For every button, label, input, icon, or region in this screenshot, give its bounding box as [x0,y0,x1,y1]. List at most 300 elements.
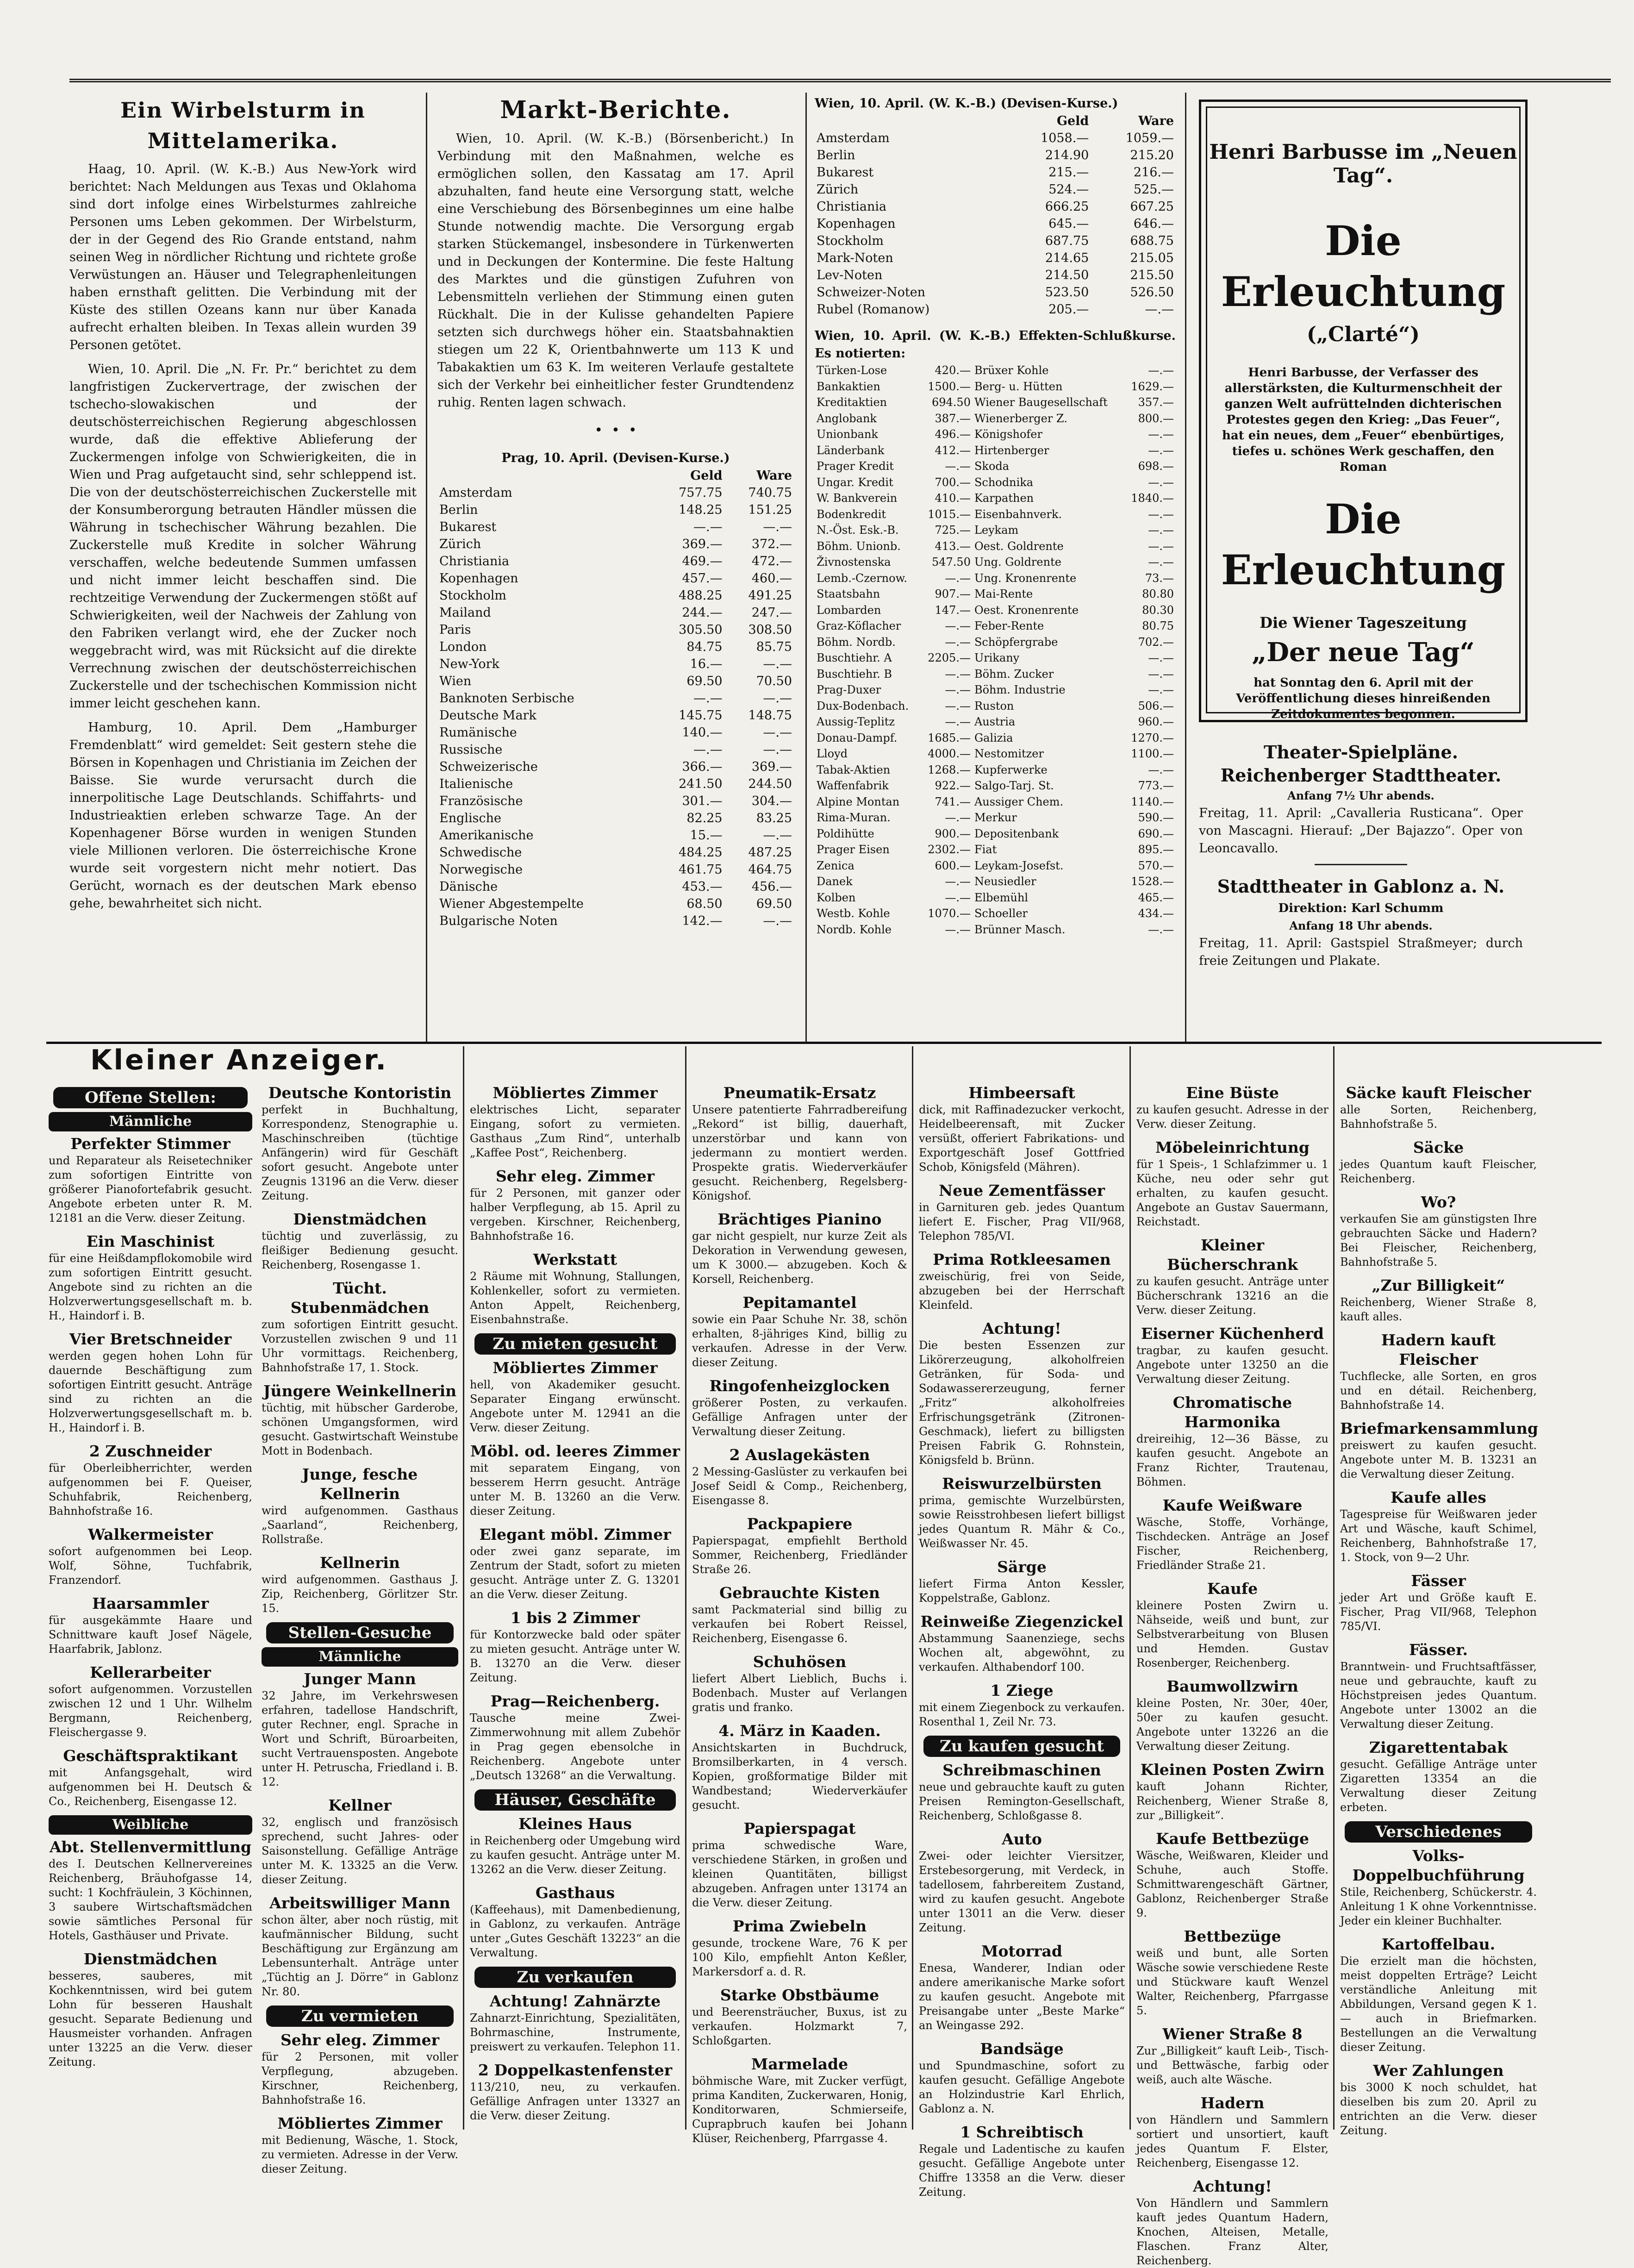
ad-heading: Junger Mann [304,1670,416,1688]
table-cell: 590.— [1138,811,1174,824]
table-cell: 214.90 [1045,148,1089,162]
classified-column [49,1083,252,2130]
table-cell: 525.— [1133,182,1174,197]
ad-heading: Möbliertes Zimmer [493,1084,658,1102]
table-cell: 694.50 [931,396,971,409]
ad-heading: Ringofenheizglocken [709,1377,890,1395]
column-divider [1129,1046,1131,2130]
table-cell: Anglobank [817,412,877,425]
ad-text: mit einem Ziegenbock zu verkaufen. Rosenthal 1, Zeil Nr. 73. [919,1701,1125,1728]
table-cell: 80.75 [1142,619,1174,632]
ad-heading: Kellnerin [320,1554,400,1572]
table-cell: —.— [1148,923,1174,936]
table-cell: Amerikanische [439,828,534,843]
table-cell: Schodnika [974,475,1034,489]
ad-heading: Wer Zahlungen [1373,2062,1504,2080]
table-cell: 496.— [935,428,971,441]
ad-text: mit separatem Eingang, von besserem Herrn gesucht. Anträge unter M. B. 13260 an die Verw. dieser Zeitung. [470,1462,680,1518]
table-cell: 83.25 [756,811,792,825]
table-cell: 420.— [935,364,971,377]
table-cell: 461.75 [679,862,723,877]
table-cell: 82.25 [686,811,723,825]
headline: Ein Wirbelsturm in Mittelamerika. [120,98,366,153]
ad-heading: Möbliertes Zimmer [277,2114,443,2132]
table-cell: 142.— [682,914,723,928]
ad-text: für eine Heißdampflokomobile wird zum sofortigen Eintritt gesucht. Angebote sind zu richten an die Holzverwertungsgesellschaft m. b. H., Haindorf i. B. [49,1252,252,1322]
table-cell: 547.50 [931,556,971,569]
ad-heading: Bettbezüge [1184,1927,1281,1945]
table-cell: 725.— [935,524,971,537]
table-cell: 73.— [1145,571,1174,585]
ad-heading: Kellner [328,1796,392,1814]
ad-text: prima, gemischte Wurzelbürsten, sowie Reisstrohbesen liefert billigst jedes Quantum R. Mähr & Co., Weißwasser Nr. 45. [919,1494,1125,1550]
table-row [815,301,1176,318]
table-cell: 1140.— [1131,795,1174,808]
table-cell: 460.— [751,571,792,586]
table-cell: 645.— [1048,217,1089,231]
ad-text: für ausgekämmte Haare und Schnittware kauft Josef Nägele, Haarfabrik, Jablonz. [49,1614,252,1656]
ad-text: bis 3000 K noch schuldet, hat dieselben bis zum 20. April zu entrichten an die Verw. dieser Zeitung. [1340,2081,1537,2137]
table-cell: Kupferwerke [974,763,1048,776]
table-cell: Englische [439,811,501,825]
table-row [815,810,1176,826]
stock-table [815,362,1176,937]
table-cell: Eisenbahnverk. [974,507,1062,521]
table-cell: Französische [439,794,523,808]
table-cell: 484.25 [679,845,723,860]
table-row [815,411,1176,427]
ad-text: und Spundmaschine, sofort zu kaufen gesucht. Gefällige Angebote an Holzindustrie Karl Ehrlich, Gablonz a. N. [919,2059,1125,2115]
section-label: Verschiedenes [1345,1821,1532,1843]
ad-heading: 1 Ziege [990,1681,1054,1699]
top-rule [69,79,1611,82]
table-cell: Staatsbahn [817,587,880,600]
ad-text: Stile, Reichenberg, Schückerstr. 4. Anleitung 1 K ohne Vorkenntnisse. Jeder ein kleiner Buchhalter. [1340,1886,1537,1927]
table-row [815,458,1176,475]
ad-text: oder zwei ganz separate, im Zentrum der Stadt, sofort zu mieten gesucht. Anträge unter Z. G. 13201 an die Verw. dieser Zeitung. [470,1545,680,1601]
table-cell: Dänische [439,880,498,894]
ad-heading: Wo? [1421,1193,1456,1211]
table-cell: Austria [974,715,1016,728]
table-cell: —.— [1148,763,1174,776]
table-cell: W. Bankverein [817,492,898,505]
table-cell: 702.— [1138,635,1174,649]
ad-text: für 2 Personen, mit ganzer oder halber Verpflegung, ab 15. April zu vergeben. Kirschner, Reichenberg, Bahnhofstraße 16. [470,1187,680,1243]
table-cell: Aussig-Teplitz [817,715,895,728]
table-cell: Stockholm [439,588,506,603]
table-cell: 600.— [935,859,971,872]
table-cell: 244.50 [748,777,792,791]
ad-text: preiswert zu kaufen gesucht. Angebote unter M. B. 13231 an die Verwaltung dieser Zeitung. [1340,1439,1537,1481]
table-cell: Christiania [817,200,887,214]
ad-heading: Kartoffelbau. [1381,1935,1496,1953]
book-advert [1199,100,1528,722]
table-cell: 80.30 [1142,603,1174,617]
table-cell: 70.50 [756,674,792,688]
table-row [815,522,1176,538]
ad-text: zweischürig, frei von Seide, abzugeben bei der Herrschaft Kleinfeld. [919,1270,1125,1312]
ad-text: gar nicht gespielt, nur kurze Zeit als Dekoration in Verwendung gewesen, um K 3000.— abzugeben. Koch & Korsell, Reichenberg. [692,1230,907,1286]
table-cell: 215.05 [1130,251,1174,265]
table-row [815,762,1176,778]
table-row [437,878,794,895]
classifieds-header: Kleiner Anzeiger. [90,1044,388,1076]
ad-text: Von Händlern und Sammlern kauft jedes Quantum Hadern, Knochen, Alteisen, Metalle, Flaschen. Franz Alter, Reichenberg. [1136,2197,1328,2267]
table-row [437,690,794,707]
ad-heading: Pneumatik-Ersatz [723,1084,876,1102]
ad-heading: Werkstatt [533,1250,617,1268]
table-cell: 1058.— [1041,131,1089,145]
table-cell: Schöpfergrabe [974,635,1058,649]
column-divider [805,93,807,1042]
ad-text: liefert Albert Lieblich, Buchs i. Bodenbach. Muster auf Verlangen gratis und franko. [692,1672,907,1714]
table-cell: 646.— [1133,217,1174,231]
article-paragraph: Hamburg, 10. April. Dem „Hamburger Fremdenblatt“ wird gemeldet: Seit gestern stehe die Börsen in Kopenhagen und Christiania im Zeichen der Baisse. Sie wurde verursacht durch die innerpolitische Lage Deutschlands. Schiffahrts- und Industrieaktien erleben schwarze Tage. An der Kopenhagener Börse wurden in wenigen Stunden viele Millionen verloren. Die österreichische Krone wurde seit vorgestern nicht mehr notiert. Das Gerücht, wornach es der deutschen Mark ebenso gehe, bewahrheitet sich nicht. [69,720,417,911]
table-cell: 688.75 [1130,234,1174,248]
table-cell: 305.50 [679,623,723,637]
table-cell: Schoeller [974,907,1028,920]
table-cell: 214.50 [1045,268,1089,282]
ad-heading: Starke Obstbäume [720,1986,879,2004]
advert-title: Die Erleuchtung [1221,217,1506,316]
ad-heading: Sehr eleg. Zimmer [280,2031,440,2049]
ad-heading: Auto [1002,1830,1042,1848]
table-cell: 215.— [1048,165,1089,180]
table-row [815,714,1176,730]
table-cell: —.— [945,571,971,585]
ad-heading: Ein Maschinist [86,1232,215,1250]
table-cell: 1685.— [928,731,971,744]
table-cell: 465.— [1138,891,1174,904]
ad-text: für 2 Personen, mit voller Verpflegung, abzugeben. Kirschner, Reichenberg, Bahnhofstraße 16. [262,2050,458,2106]
table-cell: 2302.— [928,843,971,856]
table-row [815,634,1176,650]
table-cell: 698.— [1138,460,1174,473]
ad-text: Ansichtskarten in Buchdruck, Bromsilberkarten, in 4 versch. Kopien, großformatige Bilder mit Wandbestand; Wiederverkäufer gesucht. [692,1741,907,1812]
article-paragraph: Haag, 10. April. (W. K.-B.) Aus New-York wird berichtet: Nach Meldungen aus Texas und Oklahoma sind dort infolge eines Wirbelsturmes zahlreiche Personen ums Leben gekommen. Der Wirbelsturm, der in der Gegend des Rio Grande entstand, nahm seinen Weg in nördlicher Richtung und richtete große Verwüstungen an. Häuser und Telegraphenleitungen haben ernsthaft gelitten. Die Verbindung mit der Küste des stillen Ozeans kann nur über Kanada aufrecht erhalten bleiben. In Texas allein wurden 39 Personen getötet. [69,162,417,352]
table-cell: Lloyd [817,747,848,760]
table-cell: —.— [1148,444,1174,457]
table-cell: Brüxer Kohle [974,364,1049,377]
table-cell: —.— [1148,667,1174,681]
ad-text: kleine Posten, Nr. 30er, 40er, 50er zu kaufen gesucht. Angebote unter 13226 an die Verwaltung dieser Zeitung. [1136,1697,1328,1753]
ad-heading: Briefmarkensammlung [1340,1419,1538,1437]
ad-text: tragbar, zu kaufen gesucht. Angebote unter 13250 an die Verwaltung dieser Zeitung. [1136,1344,1328,1386]
section-label: Weibliche [49,1815,252,1835]
ad-heading: Schreibmaschinen [942,1761,1101,1779]
ad-heading: Kaufe Bettbezüge [1156,1830,1309,1848]
ad-text: 2 Messing-Gaslüster zu verkaufen bei Josef Seidl & Comp., Reichenberg, Eisengasse 8. [692,1465,907,1507]
table-row [437,536,794,553]
table-cell: 526.50 [1130,285,1174,300]
ad-text: jedes Quantum kauft Fleischer, Reichenberg. [1340,1158,1537,1185]
ad-text: werden gegen hohen Lohn für dauernde Beschäftigung zum sofortigen Eintritt gesucht. Anträge sind zu richten an die Holzverwertungsgesellschaft m. b. H., Haindorf i. B. [49,1350,252,1434]
ad-heading: 1 Schreibtisch [960,2123,1084,2141]
section-head: Wien, 10. April. (W. K.-B.) (Devisen-Kurse.) [815,96,1118,111]
table-cell: Alpine Montan [817,795,900,808]
table-row [815,379,1176,395]
ad-text: 113/210, neu, zu verkaufen. Gefällige Anfragen unter 13327 an die Verw. dieser Zeitung. [470,2081,680,2122]
table-cell: Buschtiehr. A [817,651,892,664]
col-header: Geld [690,469,723,483]
table-cell: Berg- u. Hütten [974,380,1063,393]
ad-heading: 2 Auslagekästen [729,1446,870,1464]
ad-heading: Jüngere Weinkellnerin [263,1382,457,1400]
ad-heading: Achtung! [982,1319,1061,1337]
ad-text: Wäsche, Weißwaren, Kleider und Schuhe, auch Stoffe. Schmittwarengeschäft Gärtner, Gablonz, Reichenberger Straße 9. [1136,1849,1328,1919]
table-cell: London [439,640,487,654]
article-paragraph: Wien, 10. April. (W. K.-B.) (Börsenbericht.) In Verbindung mit den Maßnahmen, welche es ermöglichen sollen, den Kassatag am 17. April abzuhalten, fand heute eine Versorgung statt, welche eine Verschiebung des Börsenbeginnes um eine halbe Stunde notwendig machte. Die Versorgung ergab starken Stückemangel, insbesondere in Türkenwerten und in Deckungen der Kontermine. Die feste Haltung des Marktes und die günstigen Zufuhren von Lebensmitteln verliehen der Stimmung einen guten Rückhalt. Die in der Kulisse gehandelten Papiere setzten sich durchwegs höher ein. Staatsbahnaktien stiegen um 22 K, Orientbahnwerte um 113 K und Tabakaktien um 63 K. Im weiteren Verlaufe gestaltete sich der Verkehr bei einheitlicher fester Grundtendenz ruhig. Renten lagen schwach. [437,131,794,410]
ad-heading: Motorrad [981,1942,1063,1960]
theater-time: Anfang 7½ Uhr abends. [1287,789,1434,802]
table-cell: Rubel (Romanow) [817,302,930,317]
ad-heading: Geschäftspraktikant [63,1747,238,1765]
ad-heading: Kellerarbeiter [90,1663,211,1681]
ad-text: weiß und bunt, alle Sorten Wäsche sowie verschiedene Reste und Stückware kauft Wenzel Walter, Reichenberg, Pfarrgasse 5. [1136,1947,1328,2017]
table-cell: Wienerberger Z. [974,412,1067,425]
table-cell: Berlin [439,503,478,517]
table-cell: Dux-Bodenbach. [817,699,909,712]
table-row [815,618,1176,634]
table-cell: N.-Öst. Esk.-B. [817,524,899,537]
table-row [815,284,1176,301]
table-cell: —.— [945,460,971,473]
table-cell: 357.— [1138,396,1174,409]
table-row [815,842,1176,858]
table-row [815,650,1176,666]
table-cell: Bankaktien [817,380,880,393]
table-cell: Rima-Muran. [817,811,891,824]
column-divider [912,1046,913,2130]
table-row [815,426,1176,443]
table-cell: 457.— [682,571,723,586]
table-cell: 1629.— [1131,380,1174,393]
table-row [815,198,1176,215]
ad-heading: Arbeitswilliger Mann [269,1894,450,1912]
divider [1315,864,1407,865]
ad-heading: Deutsche Kontoristin [268,1084,452,1102]
table-cell: 740.75 [748,486,792,500]
ad-heading: Tücht. Stubenmädchen [290,1279,430,1317]
section-label: Zu verkaufen [474,1967,676,1988]
table-cell: 506.— [1138,699,1174,712]
ad-text: dick, mit Raffinadezucker verkocht, Heidelbeerensaft, mit Zucker versüßt, offeriert Fabrikations- und Exportgeschäft Josef Gottfried Schob, Königsfeld (Mähren). [919,1103,1125,1174]
ad-heading: Papierspagat [743,1819,856,1837]
ad-text: schon älter, aber noch rüstig, mit kaufmännischer Bildung, sucht Beschäftigung zur Ergänzung am Lebensunterhalt. Anträge unter „Tüchtig an J. Dörre“ in Gablonz Nr. 80. [262,1913,458,1998]
ad-heading: Junge, fesche Kellnerin [302,1465,418,1503]
ad-text: Wäsche, Stoffe, Vorhänge, Tischdecken. Anträge an Josef Fischer, Reichenberg, Friedländer Straße 21. [1136,1516,1328,1572]
table-row [437,656,794,673]
ad-heading: Achtung! Zahnärzte [489,1992,661,2010]
ad-heading: Marmelade [751,2055,848,2073]
section-label: Zu kaufen gesucht [923,1736,1120,1757]
section-label: Männliche [49,1112,252,1131]
table-row [437,604,794,621]
ad-text: von Händlern und Sammlern sortiert und unsortiert, kauft jedes Quantum F. Elster, Reichenberg, Eisengasse 12. [1136,2113,1328,2169]
table-cell: 667.25 [1130,200,1174,214]
table-row [437,673,794,690]
table-cell: 366.— [682,760,723,774]
ad-text: sofort aufgenommen. Vorzustellen zwischen 12 und 1 Uhr. Wilhelm Bergmann, Reichenberg, Fleischergasse 9. [49,1683,252,1739]
ad-heading: Kaufe Weißware [1162,1496,1303,1514]
table-cell: Wiener Abgestempelte [439,897,584,911]
classified-column [262,1083,458,2175]
table-cell: Buschtiehr. B [817,667,892,681]
theater-entry: Freitag, 11. April: Gastspiel Straßmeyer; durch freie Zeitungen und Plakate. [1199,936,1523,968]
table-cell: —.— [1148,524,1174,537]
table-cell: Banknoten Serbische [439,691,574,706]
table-row [815,666,1176,682]
table-cell: Prag-Duxer [817,683,881,696]
ad-heading: Walkermeister [87,1525,213,1543]
ad-text: dreireihig, 12—36 Bässe, zu kaufen gesucht. Angebote an Franz Richter, Trautenau, Böhmen. [1136,1432,1328,1488]
ad-text: mit Bedienung, Wäsche, 1. Stock, zu vermieten. Adresse in der Verw. dieser Zeitung. [262,2134,458,2175]
headline: Markt-Berichte. [500,96,731,124]
ad-text: zu kaufen gesucht. Anträge unter Bücherschrank 13216 an die Verw. dieser Zeitung. [1136,1275,1328,1317]
ad-text: tüchtig, mit hübscher Garderobe, schönen Umgangsformen, wird gesucht. Gastwirtschaft Weinstube Mott in Bodenbach. [262,1401,458,1457]
table-cell: 960.— [1138,715,1174,728]
ad-heading: Himbeersaft [968,1084,1075,1102]
ad-text: und Beerensträucher, Buxus, ist zu verkaufen. Holzmarkt 7, Schloßgarten. [692,2006,907,2047]
table-cell: Galizia [974,731,1013,744]
table-cell: Kopenhagen [817,217,896,231]
table-cell: Bukarest [817,165,874,180]
table-cell: 773.— [1138,779,1174,792]
ad-text: Die besten Essenzen zur Likörerzeugung, alkoholfreien Getränken, für Soda- und Sodawassererzeugung, ferner „Fritz“ alkoholfreies Erfrischungsgetränk (Zitronen-Geschmack), liefert zu billigsten Preisen Fabrik G. Rohnstein, Königsfeld b. Brünn. [919,1339,1125,1467]
table-cell: 16.— [690,657,723,671]
ad-text: Papierspagat, empfiehlt Berthold Sommer, Reichenberg, Friedländer Straße 26. [692,1534,907,1576]
table-cell: Schwedische [439,845,522,860]
ad-heading: 2 Doppelkastenfenster [478,2061,673,2079]
advert-line: Die Wiener Tageszeitung [1260,614,1467,631]
table-cell: Ungar. Kredit [817,475,893,489]
table-row [815,602,1176,619]
theater-direction: Direktion: Karl Schumm [1278,901,1444,915]
table-row [815,215,1176,232]
table-cell: 464.75 [748,862,792,877]
table-row [815,394,1176,411]
table-row [437,484,794,501]
ad-text: hell, von Akademiker gesucht. Separater Eingang erwünscht. Angebote unter M. 12941 an die Verw. dieser Zeitung. [470,1378,680,1434]
table-cell: 469.— [682,554,723,569]
section-label: Offene Stellen: [53,1087,248,1108]
table-cell: 453.— [682,880,723,894]
ad-heading: Bandsäge [980,2040,1064,2058]
table-cell: 148.75 [748,708,792,723]
ad-text: 32, englisch und französisch sprechend, sucht Jahres- oder Saisonstellung. Gefällige Anträge unter M. K. 13325 an die Verw. dieser Zeitung. [262,1816,458,1886]
table-cell: Neusiedler [974,875,1036,888]
ad-heading: Prima Rotkleesamen [933,1250,1111,1268]
table-cell: Kopenhagen [439,571,518,586]
table-row [815,267,1176,284]
ad-text: kauft Johann Richter, Reichenberg, Wiener Straße 8, zur „Billigkeit“. [1136,1780,1328,1822]
ad-text: zu kaufen gesucht. Adresse in der Verw. dieser Zeitung. [1136,1103,1328,1131]
ad-heading: Prima Zwiebeln [732,1917,867,1935]
table-cell: 215.20 [1130,148,1174,162]
table-cell: Amsterdam [439,486,512,500]
table-cell: 700.— [935,475,971,489]
table-cell: 757.75 [679,486,723,500]
table-cell: —.— [763,828,792,843]
table-cell: Oest. Goldrente [974,539,1064,553]
table-row [437,861,794,878]
theater-entry: Freitag, 11. April: „Cavalleria Rusticana“. Oper von Mascagni. Hierauf: „Der Bajazzo“. Oper von Leoncavallo. [1199,806,1523,856]
table-cell: 2205.— [928,651,971,664]
ad-heading: Brächtiges Pianino [717,1210,882,1228]
table-cell: 472.— [751,554,792,569]
table-cell: Bukarest [439,520,497,534]
table-cell: 491.25 [748,588,792,603]
table-cell: 372.— [751,537,792,551]
table-row [815,232,1176,250]
table-cell: Ruston [974,699,1014,712]
ad-heading: Achtung! [1193,2177,1272,2195]
table-cell: —.— [763,743,792,757]
table-cell: Donau-Dampf. [817,731,898,744]
table-cell: 570.— [1138,859,1174,872]
table-cell: Zenica [817,859,854,872]
table-cell: 304.— [751,794,792,808]
table-row [437,844,794,861]
table-cell: —.— [1148,539,1174,553]
ad-heading: Chromatische Harmonika [1172,1393,1292,1431]
table-row [437,758,794,775]
ad-heading: 1 bis 2 Zimmer [510,1609,640,1627]
table-cell: 1070.— [928,907,971,920]
table-row [815,570,1176,587]
table-cell: 900.— [935,827,971,840]
table-cell: —.— [945,811,971,824]
table-cell: 1500.— [928,380,971,393]
table-cell: 244.— [682,606,723,620]
ad-text: gesunde, trockene Ware, 76 K per 100 Kilo, empfiehlt Anton Keßler, Markersdorf a. d. R. [692,1937,907,1978]
ad-heading: Abt. Stellenvermittlung [49,1838,252,1856]
table-row [815,443,1176,459]
ad-text: für Kontorzwecke bald oder später zu mieten gesucht. Anträge unter W. B. 13270 an die Verw. dieser Zeitung. [470,1628,680,1684]
ad-text: für Oberleibherrichter, werden aufgenommen bei F. Queiser, Schuhfabrik, Reichenberg, Bahnhofstraße 16. [49,1462,252,1518]
table-cell: Mai-Rente [974,587,1033,600]
ad-text: in Garnituren geb. jedes Quantum liefert E. Fischer, Prag VII/968, Telephon 785/VI. [919,1201,1125,1243]
ad-heading: Säcke kauft Fleischer [1346,1084,1531,1102]
classified-column [470,1083,680,2130]
ad-text: perfekt in Buchhaltung, Korrespondenz, Stenographie u. Maschinschreiben (tüchtige Anfängerin) wird für Geschäft sofort gesucht. Angebote unter Zeugnis 13196 an die Verw. dieser Zeitung. [262,1103,458,1202]
table-cell: Oest. Kronenrente [974,603,1079,617]
table-row [815,506,1176,523]
table-cell: 205.— [1048,302,1089,317]
table-cell: —.— [1148,428,1174,441]
table-cell: Türken-Lose [817,364,887,377]
table-cell: Brünner Masch. [974,923,1066,936]
article-paragraph: Wien, 10. April. Die „N. Fr. Pr.“ berichtet zu dem langfristigen Zuckervertrage, der zwischen der tschecho-slowakischen und der deutschösterreichischen Regierung abgeschlossen wurde, daß die effektive Ablieferung der Zuckermengen infolge von Schwierigkeiten, die in Wien und Prag aufgetaucht sind, sehr schleppend ist. Die von der deutschösterreichischen Zuckerstelle mit der Konsumberorgung betrauten Händler müssen die Währung in tschechischer Währung bezahlen. Die Zuckerstelle muß Kredite in solcher Währung verschaffen, welche bedeutende Summen umfassen und nicht immer leicht beschaffen sind. Die rechtzeitige Verwendung der Zuckermengen stößt auf Schwierigkeiten, weil der Nachweis der Zahlung von den Fabriken verlangt wird, ehe der Zucker noch weggebracht wird, was mit Rücksicht auf die direkte Verrechnung zwischen der deutschösterreichischen Zuckerstelle und der tschechischen Kommission nicht immer leicht geschehen kann. [69,362,417,711]
ad-heading: Perfekter Stimmer [70,1135,231,1153]
col-header: Ware [1138,114,1174,128]
table-cell: 687.75 [1045,234,1089,248]
advert-text: Henri Barbusse, der Verfasser des allerstärksten, die Kulturmenschheit der ganzen Welt aufrüttelnden dichterischen Protestes gegen den Krieg: „Das Feuer“, hat ein neues, dem „Feuer“ ebenbürtiges, tiefes u. schönes Werk geschaffen, den Roman [1222,366,1504,474]
column-divider [685,1046,686,2130]
table-cell: —.— [763,691,792,706]
table-cell: —.— [1148,507,1174,521]
table-cell: —.— [1145,302,1174,317]
table-cell: Lev-Noten [817,268,883,282]
table-cell: 369.— [682,537,723,551]
table-cell: 151.25 [748,503,792,517]
table-cell: 410.— [935,492,971,505]
table-cell: 524.— [1048,182,1089,197]
table-cell: Karpathen [974,492,1034,505]
table-cell: 412.— [935,444,971,457]
classified-column [1136,1083,1328,2267]
table-cell: Lombarden [817,603,881,617]
